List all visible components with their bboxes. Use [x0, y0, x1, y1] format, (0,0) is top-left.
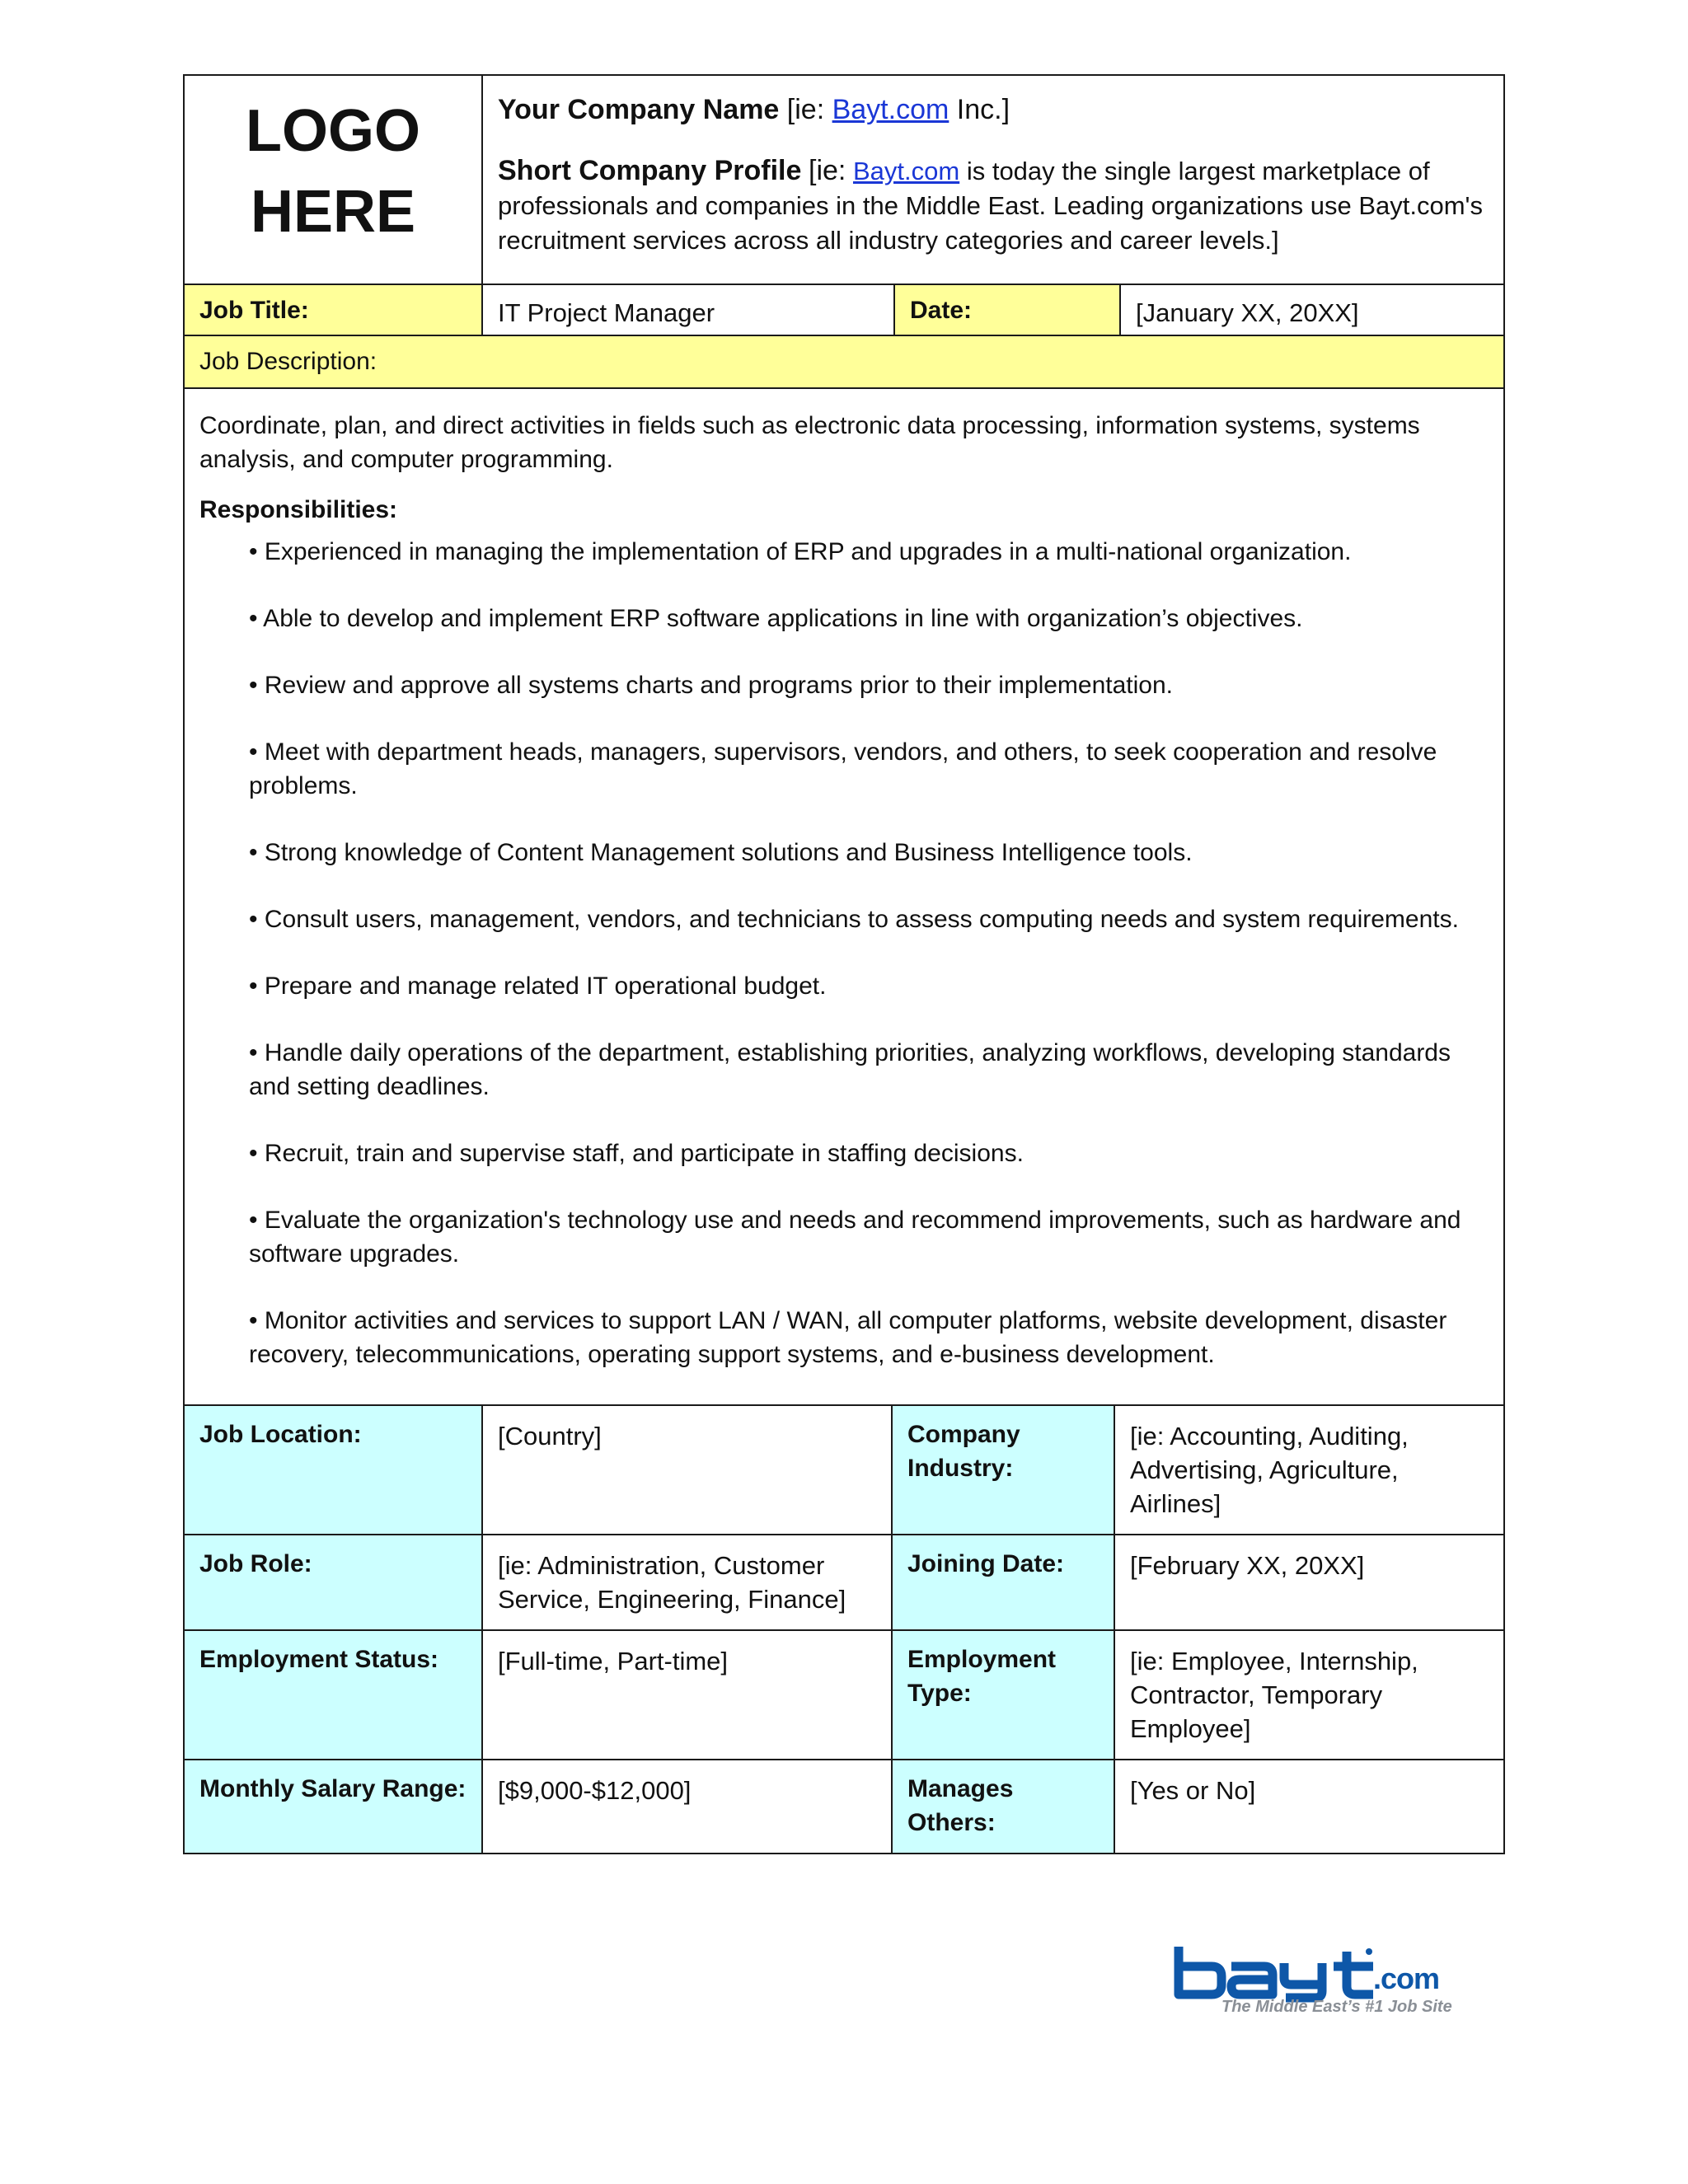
list-item: • Strong knowledge of Content Management solutions and Business Intelligence tools.: [249, 839, 1193, 866]
details-table: [183, 1404, 1505, 1854]
employment-type-label: Employment Type:: [892, 1630, 1114, 1760]
date-value: [January XX, 20XX]: [1120, 284, 1504, 335]
job-title-label: Job Title:: [184, 284, 482, 335]
list-item: • Handle daily operations of the department, establishing priorities, analyzing workflows, developing standards and setting deadlines.: [249, 1039, 1451, 1100]
joining-date-label: Joining Date:: [892, 1535, 1114, 1630]
job-location-label: Job Location:: [184, 1405, 482, 1535]
table-row: [184, 1630, 1504, 1760]
list-item: • Evaluate the organization's technology use and needs and recommend improvements, such as hardware and software upgrades.: [249, 1207, 1461, 1268]
responsibilities-list: [199, 535, 1489, 1371]
job-role-label: Job Role:: [184, 1535, 482, 1630]
job-description-form: [183, 74, 1505, 1854]
company-profile: Short Company Profile [ie: Bayt.com is today the single largest marketplace of professionals and companies in the Middle East. Leading organizations use Bayt.com's recruitment services across all industry categories and career levels.]: [498, 155, 1483, 255]
list-item: • Experienced in managing the implementation of ERP and upgrades in a multi-national organization.: [249, 538, 1352, 565]
manages-others-value: [Yes or No]: [1114, 1760, 1504, 1854]
joining-date-value: [February XX, 20XX]: [1114, 1535, 1504, 1630]
bayt-tagline: The Middle East’s #1 Job Site: [1221, 1998, 1452, 2016]
job-location-value: [Country]: [482, 1405, 892, 1535]
manages-others-label: Manages Others:: [892, 1760, 1114, 1854]
logo-placeholder-text: LOGO HERE: [246, 98, 420, 245]
company-profile-link[interactable]: Bayt.com: [852, 157, 960, 185]
list-item: • Consult users, management, vendors, and technicians to assess computing needs and system requirements.: [249, 906, 1459, 933]
company-industry-value: [ie: Accounting, Auditing, Advertising, Agriculture, Airlines]: [1114, 1405, 1504, 1535]
list-item: • Review and approve all systems charts and programs prior to their implementation.: [249, 672, 1174, 699]
description-table: [183, 335, 1505, 1406]
company-industry-label: Company Industry:: [892, 1405, 1114, 1535]
table-row: [184, 1535, 1504, 1630]
job-title-value: IT Project Manager: [482, 284, 894, 335]
list-item: • Meet with department heads, managers, supervisors, vendors, and others, to seek cooperation and resolve problems.: [249, 738, 1437, 799]
job-description-intro: Coordinate, plan, and direct activities in fields such as electronic data processing, information systems, systems analysis, and computer programming.: [199, 412, 1420, 473]
list-item: • Monitor activities and services to support LAN / WAN, all computer platforms, website development, disaster recovery, telecommunications, operating support systems, and e-business development.: [249, 1307, 1447, 1368]
company-name: Your Company Name [ie: Bayt.com Inc.]: [498, 94, 1010, 125]
job-description-header: Job Description:: [184, 335, 1504, 388]
bayt-logo: [1170, 1945, 1484, 2027]
table-row: [184, 1760, 1504, 1854]
date-label: Date:: [894, 284, 1120, 335]
salary-range-label: Monthly Salary Range:: [184, 1760, 482, 1854]
salary-range-value: [$9,000-$12,000]: [482, 1760, 892, 1854]
employment-status-label: Employment Status:: [184, 1630, 482, 1760]
bayt-logo-suffix: .com: [1373, 1961, 1440, 1995]
responsibilities-heading: Responsibilities:: [199, 496, 398, 523]
employment-type-value: [ie: Employee, Internship, Contractor, Temporary Employee]: [1114, 1630, 1504, 1760]
logo-placeholder: [184, 75, 482, 284]
job-description-body: [184, 388, 1504, 1405]
list-item: • Recruit, train and supervise staff, and participate in staffing decisions.: [249, 1140, 1024, 1167]
list-item: • Able to develop and implement ERP software applications in line with organization’s objectives.: [249, 605, 1303, 632]
table-row: [184, 1405, 1504, 1535]
header-table: [183, 74, 1505, 285]
company-name-link[interactable]: Bayt.com: [832, 94, 950, 125]
company-info: [482, 75, 1504, 284]
job-role-value: [ie: Administration, Customer Service, Engineering, Finance]: [482, 1535, 892, 1630]
employment-status-value: [Full-time, Part-time]: [482, 1630, 892, 1760]
job-title-row: [183, 284, 1505, 336]
bayt-wordmark-icon: [1170, 1945, 1376, 2003]
list-item: • Prepare and manage related IT operational budget.: [249, 972, 827, 1000]
